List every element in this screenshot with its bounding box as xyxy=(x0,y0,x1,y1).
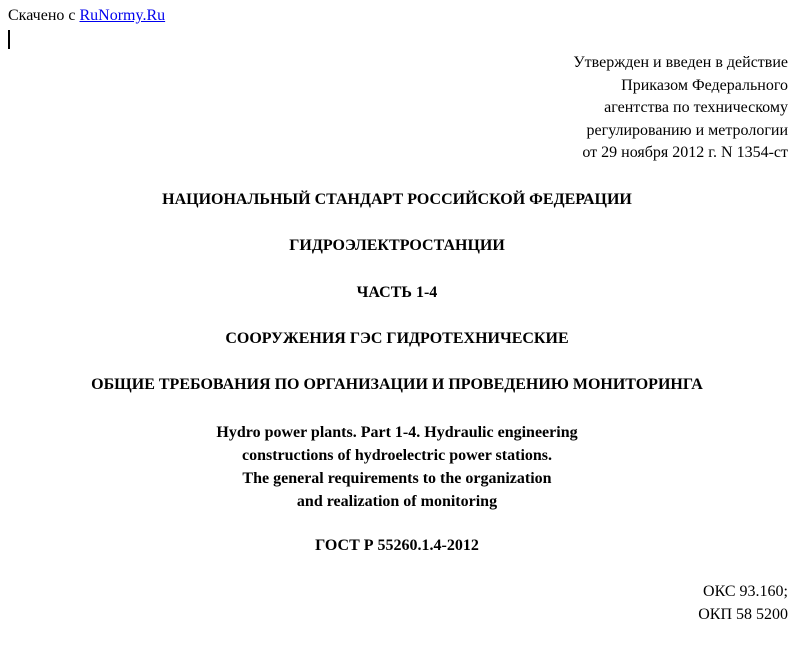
general-requirements-heading: ОБЩИЕ ТРЕБОВАНИЯ ПО ОРГАНИЗАЦИИ И ПРОВЕДЕНИЮ МОНИТОРИНГА xyxy=(91,376,703,393)
approval-line: от 29 ноября 2012 г. N 1354-ст xyxy=(582,144,788,161)
approval-line: Приказом Федерального xyxy=(621,76,788,94)
text-cursor xyxy=(8,30,10,49)
oks-code: ОКС 93.160; xyxy=(703,583,788,600)
approval-line: регулированию и метрологии xyxy=(586,121,788,139)
approval-line: агентства по техническому xyxy=(604,99,788,116)
classifier-block xyxy=(698,581,788,626)
english-title-line: Hydro power plants. Part 1-4. Hydraulic engineering xyxy=(216,424,578,441)
okp-code: ОКП 58 5200 xyxy=(698,605,788,623)
source-link[interactable]: RuNormy.Ru xyxy=(79,7,166,24)
source-line xyxy=(8,6,165,25)
english-title-line: constructions of hydroelectric power stations. xyxy=(241,447,553,464)
english-title-line: and realization of monitoring xyxy=(296,493,498,510)
standard-heading: НАЦИОНАЛЬНЫЙ СТАНДАРТ РОССИЙСКОЙ ФЕДЕРАЦИИ xyxy=(162,191,632,208)
part-heading: ЧАСТЬ 1-4 xyxy=(356,284,438,301)
approval-block xyxy=(573,52,788,165)
approval-line: Утвержден и введен в действие xyxy=(573,54,788,71)
english-title-line: The general requirements to the organization xyxy=(242,470,552,487)
english-title xyxy=(0,421,794,513)
plants-heading: ГИДРОЭЛЕКТРОСТАНЦИИ xyxy=(289,237,505,254)
gost-number: ГОСТ Р 55260.1.4-2012 xyxy=(315,537,479,554)
structures-heading: СООРУЖЕНИЯ ГЭС ГИДРОТЕХНИЧЕСКИЕ xyxy=(225,330,569,347)
source-prefix: Скачено с xyxy=(8,7,80,24)
